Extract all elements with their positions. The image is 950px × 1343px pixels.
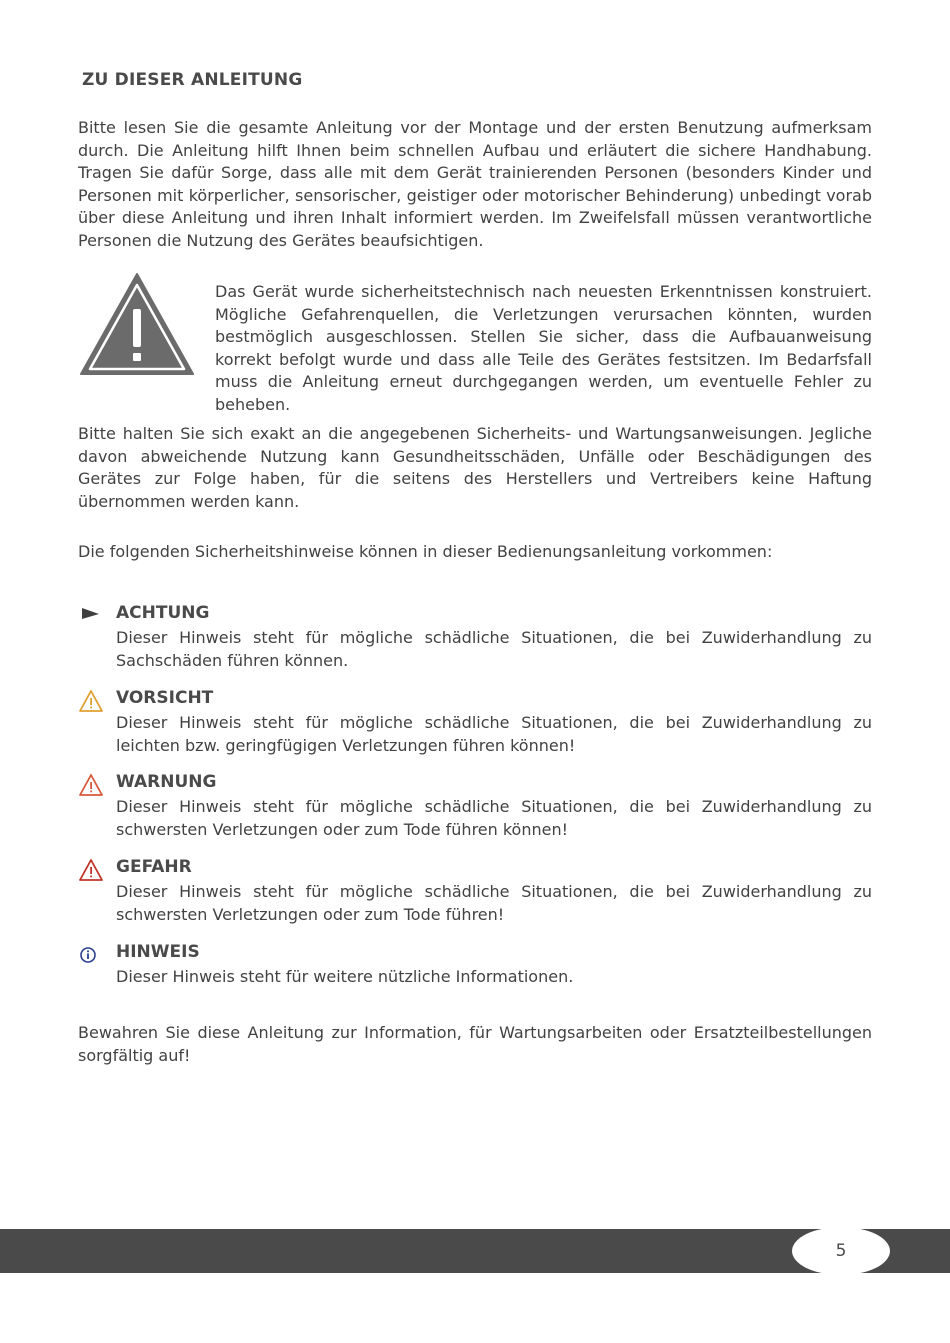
notice-text: Dieser Hinweis steht für mögliche schädliche Situationen, die bei Zuwiderhandlung zu schwersten Verletzungen oder zum Tode führen können! <box>116 797 872 839</box>
warning-triangle-icon <box>78 271 196 377</box>
intro-paragraph: Bitte lesen Sie die gesamte Anleitung vor der Montage und der ersten Benutzung aufmerksam durch. Die Anleitung hilft Ihnen beim schnellen Aufbau und erläutert die sichere Handhabung. Tragen Sie dafür Sorge, dass alle mit dem Gerät trainierenden Personen (besonders Kinder und Personen mit körperlicher, sensorischer, geistiger oder motorischer Behinderung) unbedingt vorab über diese Anleitung und ihren Inhalt informiert werden. Im Zweifelsfall müssen verantwortliche Personen die Nutzung des Gerätes beaufsichtigen. <box>78 118 872 250</box>
warning-triangle-icon <box>78 773 104 797</box>
notice-text: Dieser Hinweis steht für mögliche schädliche Situationen, die bei Zuwiderhandlung zu schwersten Verletzungen oder zum Tode führen! <box>116 882 872 924</box>
info-icon <box>78 943 104 967</box>
compliance-paragraph: Bitte halten Sie sich exakt an die angegebenen Sicherheits- und Wartungsanweisungen. Jegliche davon abweichende Nutzung kann Gesundheitsschäden, Unfälle oder Beschädigungen des Gerätes zur Folge haben, für die seitens des Herstellers und Vertreibers keine Haftung übernommen werden kann. <box>78 424 872 511</box>
notice-text: Dieser Hinweis steht für mögliche schädliche Situationen, die bei Zuwiderhandlung zu Sachschäden führen können. <box>116 628 872 670</box>
arrow-right-icon <box>78 604 104 628</box>
closing-paragraph: Bewahren Sie diese Anleitung zur Information, für Wartungsarbeiten oder Ersatzteilbestellungen sorgfältig auf! <box>78 1023 872 1065</box>
safety-warning-box <box>78 271 872 414</box>
notice-text: Dieser Hinweis steht für mögliche schädliche Situationen, die bei Zuwiderhandlung zu leichten bzw. geringfügigen Verletzungen führen können! <box>116 713 872 755</box>
danger-triangle-icon <box>78 858 104 882</box>
notice-label: ACHTUNG <box>116 603 210 623</box>
caution-triangle-icon <box>78 689 104 713</box>
notice-label: VORSICHT <box>116 688 214 708</box>
page-title: ZU DIESER ANLEITUNG <box>82 70 303 90</box>
safety-warning-text: Das Gerät wurde sicherheitstechnisch nach neuesten Erkenntnissen konstruiert. Mögliche Gefahrenquellen, die Verletzungen verursachen könnten, wurden bestmöglich ausgeschlossen. Stellen Sie sicher, dass die Aufbauanweisung korrekt befolgt wurde und dass alle Teile des Gerätes festsitzen. Im Bedarfsfall muss die Anleitung erneut durchgegangen werden, um eventuelle Fehler zu beheben. <box>215 282 872 414</box>
page-number: 5 <box>792 1227 890 1275</box>
notice-label: WARNUNG <box>116 772 217 792</box>
notice-label: HINWEIS <box>116 942 200 962</box>
notice-text: Dieser Hinweis steht für weitere nützliche Informationen. <box>116 967 574 986</box>
notice-label: GEFAHR <box>116 857 192 877</box>
notices-intro: Die folgenden Sicherheitshinweise können in dieser Bedienungsanleitung vorkommen: <box>78 542 773 561</box>
